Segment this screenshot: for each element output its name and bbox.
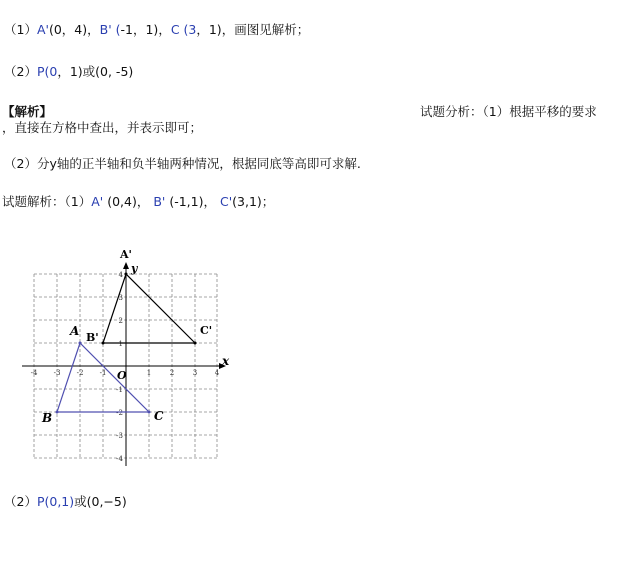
y-tick-label: 2 xyxy=(118,317,123,325)
label-b-prime: B' xyxy=(86,331,99,344)
origin-label: O xyxy=(117,369,127,382)
label-c: C xyxy=(154,409,164,423)
solution-a-label: A' xyxy=(91,194,104,209)
solution-a-coord: (0,4)， xyxy=(107,194,150,209)
y-axis-arrow xyxy=(123,262,129,269)
point-p-rest: ，1)或(0, -5) xyxy=(57,64,134,79)
solution-prefix: 试题解析：（1） xyxy=(2,194,92,209)
final-p-rest: 或(0,−5) xyxy=(74,494,127,509)
analysis-intro-right: 试题分析：（1）根据平移的要求 xyxy=(420,104,597,119)
point-b-prime xyxy=(102,342,105,345)
x-tick-label: -2 xyxy=(76,369,84,377)
y-tick-label: -1 xyxy=(116,386,123,394)
x-tick-label: 4 xyxy=(214,369,220,377)
x-axis-label: x xyxy=(222,354,230,368)
point-c-label: C (3 xyxy=(170,22,197,37)
final-answer xyxy=(4,494,127,510)
final-p-label: P(0,1) xyxy=(36,494,75,509)
y-tick-label: 4 xyxy=(118,271,123,279)
x-tick-label: -4 xyxy=(30,369,38,377)
point-a xyxy=(79,342,82,345)
analysis-heading: 【解析】 xyxy=(2,104,53,119)
solution-b-coord: (-1,1)， xyxy=(169,194,216,209)
answer-tail: ，画图见解析； xyxy=(221,22,310,37)
part-number: （1） xyxy=(4,22,37,37)
point-c xyxy=(148,411,151,414)
point-b-prime-coord: -1，1) xyxy=(120,22,159,37)
analysis-part2: （2）分y轴的正半轴和负半轴两种情况，根据同底等高即可求解. xyxy=(4,156,361,171)
label-c-prime: C' xyxy=(200,324,213,337)
x-tick-label: 3 xyxy=(192,369,198,377)
solution-c-coord: (3,1)； xyxy=(232,194,275,209)
point-a-prime-coord: (0，4) xyxy=(48,22,88,37)
y-axis-label: y xyxy=(131,262,138,275)
solution-b-label: B' xyxy=(153,194,166,209)
point-b xyxy=(56,411,59,414)
x-tick-label: -1 xyxy=(99,369,107,377)
answer-part1 xyxy=(4,22,309,38)
y-tick-label: 3 xyxy=(118,294,123,302)
solution-c-label: C' xyxy=(219,194,233,209)
label-b: B xyxy=(42,411,53,425)
point-c-coord: ，1) xyxy=(196,22,222,37)
y-tick-label: -2 xyxy=(116,409,123,417)
y-tick-label: -4 xyxy=(116,455,123,463)
separator: ， xyxy=(87,22,100,37)
y-tick-label: -3 xyxy=(116,432,123,440)
y-tick-label: 1 xyxy=(118,340,123,348)
analysis-intro-cont: ，直接在方格中查出，并表示即可； xyxy=(2,120,203,135)
x-tick-label: 2 xyxy=(169,369,175,377)
label-a: A xyxy=(70,324,80,338)
part-number: （2） xyxy=(4,64,37,79)
x-tick-label: -3 xyxy=(53,369,61,377)
x-tick-label: 1 xyxy=(146,369,152,377)
answer-part2 xyxy=(4,64,133,80)
solution-line xyxy=(2,194,274,210)
label-a-prime: A' xyxy=(120,248,132,261)
point-b-prime-label: B' ( xyxy=(99,22,121,37)
point-a-prime xyxy=(125,273,128,276)
point-c-prime xyxy=(194,342,197,345)
point-a-prime-label: A' xyxy=(36,22,49,37)
separator: ， xyxy=(158,22,171,37)
coordinate-figure xyxy=(14,238,244,470)
part-number: （2） xyxy=(4,494,37,509)
point-p-label: P(0 xyxy=(36,64,58,79)
